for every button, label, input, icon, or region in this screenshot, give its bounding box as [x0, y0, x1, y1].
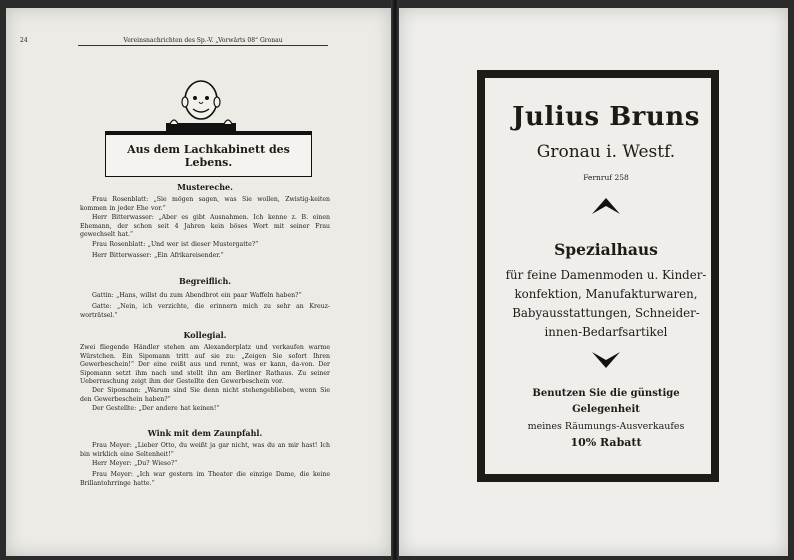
offer-line: konfektion, Manufakturwaren,	[514, 287, 698, 301]
offer-line: Babyausstattungen, Schneider-	[512, 306, 700, 320]
section-title: Mustereche.	[177, 182, 233, 192]
book-gutter	[391, 0, 399, 560]
section-title: Kollegial.	[183, 330, 227, 340]
offer-line: für feine Damenmoden u. Kinder-	[505, 268, 707, 282]
phone-number: Fernruf 258	[583, 173, 629, 182]
store-type: Spezialhaus	[554, 240, 658, 259]
notice-line: Gelegenheit	[572, 404, 640, 415]
paragraph: Zwei fliegende Händler stehen am Alexanderplatz und verkaufen warme Würstchen. Ein Sipomann tritt auf sie zu: „Zeigen Sie sofort Ihren Gewerbeschein!“ Der eine reißt aus und rennt, was er kann, da-von. Der Sipomann setzt ihm nach und stellt ihn am Berliner Rathaus. Zu seiner Ueberraschung zeigt ihm der Gestellte den Gewerbeschein vor.	[80, 344, 330, 386]
discount: 10% Rabatt	[570, 436, 642, 449]
notice-line: Benutzen Sie die günstige	[532, 388, 680, 399]
paragraph: Der Sipomann: „Warum sind Sie denn nicht stehengeblieben, wenn Sie den Gewerbeschein haben?“	[80, 387, 330, 403]
paragraph: Herr Bitterwasser: „Ein Afrikareisender.“	[92, 252, 224, 259]
mascot-illustration	[162, 78, 240, 134]
paragraph: Herr Meyer: „Du? Wieso?“	[92, 460, 178, 467]
paragraph: Frau Rosenblatt: „Sie mögen sagen, was Sie wollen, Zwistig-keiten kommen in jeder Ehe vor.“	[80, 196, 330, 212]
advertisement-frame	[477, 70, 719, 482]
running-header	[20, 37, 328, 46]
merchant-city: Gronau i. Westf.	[536, 142, 676, 162]
column-banner: Aus dem Lachkabinett des Lebens.	[105, 131, 312, 177]
sale-line: meines Räumungs-Ausverkaufes	[527, 421, 685, 432]
paragraph: Frau Rosenblatt: „Und wer ist dieser Mustergatte?“	[92, 241, 259, 248]
paragraph: Gattin: „Hans, willst du zum Abendbrot ein paar Waffeln haben?“	[92, 292, 302, 299]
advertisement	[493, 86, 707, 466]
chevron-down-icon	[592, 350, 620, 370]
paragraph: Frau Meyer: „Ich war gestern im Theater die einzige Dame, die keine Brillantohrringe hatte.“	[80, 471, 330, 487]
merchant-name: Julius Bruns	[512, 102, 700, 132]
paragraph: Der Gestellte: „Der andere hat keinen!“	[92, 405, 220, 412]
running-head: Vereinsnachrichten des Sp.-V. „Vorwärts 08“ Gronau	[123, 37, 283, 44]
paragraph: Gatte: „Nein, ich verzichte, die erinnern mich zu sehr an Kreuz-worträtsel.“	[80, 303, 330, 319]
chevron-up-icon	[592, 196, 620, 216]
section-title: Begreiflich.	[178, 276, 232, 286]
paragraph: Herr Bitterwasser: „Aber es gibt Ausnahmen. Ich kenne z. B. einen Ehemann, der schon seit 4 Jahren kein böses Wort mit seiner Frau gewechselt hat.“	[80, 214, 330, 239]
section-title: Wink mit dem Zaunpfahl.	[147, 428, 263, 438]
paragraph: Frau Meyer: „Lieber Otto, du weißt ja gar nicht, was du an mir hast! Ich bin wirklich eine Seltenheit!“	[80, 442, 330, 458]
offer-line: innen-Bedarfsartikel	[544, 325, 668, 339]
page-number: 24	[20, 37, 28, 44]
